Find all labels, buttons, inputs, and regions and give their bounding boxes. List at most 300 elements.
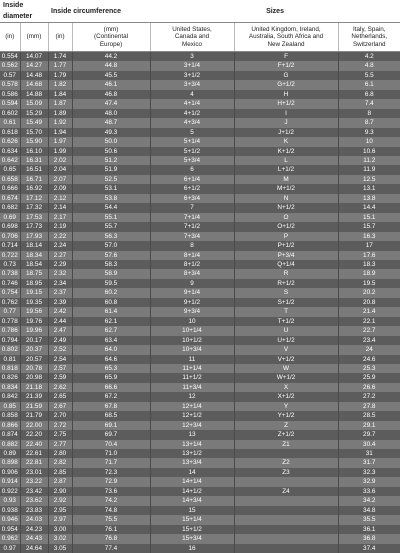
circumference-in-cell: 2.07	[48, 175, 72, 184]
us-size-cell: 9	[150, 279, 234, 288]
us-size-cell: 7+1/4	[150, 213, 234, 222]
us-size-cell: 10+1/2	[150, 336, 234, 345]
us-size-cell: 14+1/4	[150, 477, 234, 486]
circumference-mm-cell: 46.8	[72, 90, 150, 99]
us-size-cell: 8+1/4	[150, 251, 234, 260]
eu-size-cell: 7.4	[338, 99, 400, 108]
table-row	[0, 156, 400, 165]
uk-size-cell: T+1/2	[234, 317, 338, 326]
diameter-mm-cell: 21.59	[20, 402, 48, 411]
uk-size-cell: V+1/2	[234, 355, 338, 364]
circumference-mm-cell: 59.5	[72, 279, 150, 288]
eu-size-cell: 17.6	[338, 251, 400, 260]
circumference-mm-cell: 75.5	[72, 515, 150, 524]
circumference-mm-cell: 73.6	[72, 487, 150, 496]
circumference-mm-cell: 44.2	[72, 52, 150, 62]
circumference-mm-cell: 50.0	[72, 137, 150, 146]
diameter-in-cell: 0.554	[0, 52, 20, 62]
table-row	[0, 364, 400, 373]
uk-size-cell: J	[234, 118, 338, 127]
uk-size-cell: Y+1/2	[234, 411, 338, 420]
circumference-mm-cell: 67.2	[72, 392, 150, 401]
circumference-in-cell: 2.04	[48, 165, 72, 174]
circumference-in-cell: 1.84	[48, 90, 72, 99]
diameter-mm-cell: 16.71	[20, 175, 48, 184]
diameter-in-cell: 0.594	[0, 99, 20, 108]
us-size-cell: 13+3/4	[150, 458, 234, 467]
diameter-in-cell: 0.826	[0, 373, 20, 382]
table-row	[0, 269, 400, 278]
eu-size-cell: 8.7	[338, 118, 400, 127]
eu-size-cell: 22.7	[338, 326, 400, 335]
table-row	[0, 99, 400, 108]
table-row	[0, 392, 400, 401]
diameter-mm-cell: 20.17	[20, 336, 48, 345]
diameter-in-cell: 0.77	[0, 307, 20, 316]
uk-size-cell: S+1/2	[234, 298, 338, 307]
circumference-mm-cell: 49.3	[72, 128, 150, 137]
diameter-in-cell: 0.818	[0, 364, 20, 373]
us-size-cell: 5	[150, 128, 234, 137]
eu-size-cell: 27.8	[338, 402, 400, 411]
diameter-in-cell: 0.698	[0, 222, 20, 231]
diameter-mm-cell: 20.37	[20, 345, 48, 354]
circumference-in-cell: 2.44	[48, 317, 72, 326]
us-size-cell: 12	[150, 392, 234, 401]
us-size-cell: 8+1/2	[150, 260, 234, 269]
circumference-mm-cell: 64.0	[72, 345, 150, 354]
circumference-in-cell: 2.95	[48, 506, 72, 515]
diameter-in-cell: 0.93	[0, 496, 20, 505]
eu-size-cell: 27.2	[338, 392, 400, 401]
us-size-cell: 4	[150, 90, 234, 99]
uk-size-cell: Z+1/2	[234, 430, 338, 439]
uk-size-header: United Kingdom, Ireland, Australia, South Africa and New Zealand	[234, 23, 338, 52]
us-size-cell: 13+1/2	[150, 449, 234, 458]
uk-size-cell: G	[234, 71, 338, 80]
table-row	[0, 515, 400, 524]
diameter-in-cell: 0.73	[0, 260, 20, 269]
eu-size-cell: 14.4	[338, 203, 400, 212]
circumference-in-cell: 2.02	[48, 156, 72, 165]
circumference-mm-cell: 52.5	[72, 175, 150, 184]
eu-size-cell: 29.1	[338, 421, 400, 430]
eu-size-cell: 34.8	[338, 506, 400, 515]
diameter-mm-cell: 23.42	[20, 487, 48, 496]
diameter-mm-cell: 21.39	[20, 392, 48, 401]
table-row	[0, 487, 400, 496]
eu-size-cell: 35.5	[338, 515, 400, 524]
diameter-in-cell: 0.898	[0, 458, 20, 467]
eu-size-cell: 13.1	[338, 184, 400, 193]
us-size-cell: 11	[150, 355, 234, 364]
circumference-mm-cell: 56.3	[72, 232, 150, 241]
diameter-in-cell: 0.586	[0, 90, 20, 99]
circumference-in-cell: 2.92	[48, 496, 72, 505]
eu-size-cell: 18.3	[338, 260, 400, 269]
uk-size-cell: X+1/2	[234, 392, 338, 401]
circumference-in-cell: 2.09	[48, 184, 72, 193]
circumference-in-cell: 2.42	[48, 307, 72, 316]
diameter-in-cell: 0.882	[0, 440, 20, 449]
diameter-in-cell: 0.562	[0, 61, 20, 70]
uk-size-cell: P+1/2	[234, 241, 338, 250]
eu-size-cell: 30.4	[338, 440, 400, 449]
uk-size-cell: O+1/2	[234, 222, 338, 231]
circumference-in-cell: 1.99	[48, 147, 72, 156]
uk-size-cell: P	[234, 232, 338, 241]
circumference-in-cell: 2.90	[48, 487, 72, 496]
uk-size-cell	[234, 477, 338, 486]
diameter-in-cell: 0.674	[0, 194, 20, 203]
diameter-mm-cell: 16.10	[20, 147, 48, 156]
uk-size-cell: L	[234, 156, 338, 165]
us-size-cell: 12+3/4	[150, 421, 234, 430]
diameter-in-cell: 0.722	[0, 251, 20, 260]
us-size-cell: 6+1/4	[150, 175, 234, 184]
us-size-cell: 7+1/2	[150, 222, 234, 231]
us-size-cell: 15+1/4	[150, 515, 234, 524]
table-row	[0, 506, 400, 515]
inside-diameter-header: Inside diameter	[0, 0, 48, 23]
us-size-cell: 14+3/4	[150, 496, 234, 505]
uk-size-cell: Z3	[234, 468, 338, 477]
circumference-mm-cell: 74.2	[72, 496, 150, 505]
circumference-in-cell: 2.19	[48, 222, 72, 231]
circumference-in-cell: 2.67	[48, 402, 72, 411]
diameter-mm-cell: 22.00	[20, 421, 48, 430]
circumference-mm-cell: 62.7	[72, 326, 150, 335]
diameter-in-cell: 0.946	[0, 515, 20, 524]
us-size-cell: 16	[150, 544, 234, 553]
diameter-in-cell: 0.874	[0, 430, 20, 439]
us-size-cell: 12+1/4	[150, 402, 234, 411]
circumference-in-cell: 2.14	[48, 203, 72, 212]
circumference-mm-cell: 46.1	[72, 80, 150, 89]
us-size-cell: 3+1/4	[150, 61, 234, 70]
us-size-cell: 9+1/4	[150, 288, 234, 297]
uk-size-cell	[234, 496, 338, 505]
group-header-row	[0, 0, 400, 23]
eu-size-cell: 13.8	[338, 194, 400, 203]
circumference-mm-cell: 58.9	[72, 269, 150, 278]
circumference-in-cell: 2.22	[48, 232, 72, 241]
circumference-mm-cell: 55.1	[72, 213, 150, 222]
diameter-mm-cell: 24.03	[20, 515, 48, 524]
diameter-in-cell: 0.914	[0, 477, 20, 486]
circumference-mm-cell: 69.7	[72, 430, 150, 439]
circumference-mm-cell: 57.0	[72, 241, 150, 250]
diameter-mm-header: (mm)	[20, 23, 48, 52]
eu-size-cell: 4.8	[338, 61, 400, 70]
eu-size-cell: 5.5	[338, 71, 400, 80]
diameter-in-header: (in)	[0, 23, 20, 52]
circumference-mm-cell: 48.7	[72, 118, 150, 127]
us-size-cell: 4+1/2	[150, 109, 234, 118]
eu-size-cell: 10	[338, 137, 400, 146]
eu-size-cell: 23.4	[338, 336, 400, 345]
circumference-in-cell: 2.54	[48, 355, 72, 364]
uk-size-cell	[234, 506, 338, 515]
circumference-mm-cell: 60.2	[72, 288, 150, 297]
uk-size-cell: M+1/2	[234, 184, 338, 193]
uk-size-cell: W+1/2	[234, 373, 338, 382]
circumference-mm-cell: 60.8	[72, 298, 150, 307]
circumference-in-cell: 3.02	[48, 534, 72, 543]
table-row	[0, 298, 400, 307]
diameter-in-cell: 0.634	[0, 147, 20, 156]
us-size-cell: 7	[150, 203, 234, 212]
diameter-in-cell: 0.778	[0, 317, 20, 326]
diameter-mm-cell: 17.93	[20, 232, 48, 241]
table-row	[0, 213, 400, 222]
circumference-mm-cell: 45.5	[72, 71, 150, 80]
table-row	[0, 544, 400, 553]
circumference-mm-cell: 57.6	[72, 251, 150, 260]
uk-size-cell: U	[234, 326, 338, 335]
circumference-in-cell: 2.47	[48, 326, 72, 335]
diameter-in-cell: 0.89	[0, 449, 20, 458]
eu-size-cell: 36.8	[338, 534, 400, 543]
table-row	[0, 222, 400, 231]
table-row	[0, 307, 400, 316]
table-row	[0, 383, 400, 392]
us-size-cell: 8	[150, 241, 234, 250]
circumference-in-cell: 2.39	[48, 298, 72, 307]
table-row	[0, 440, 400, 449]
eu-size-cell: 29.7	[338, 430, 400, 439]
circumference-mm-cell: 76.1	[72, 525, 150, 534]
table-row	[0, 147, 400, 156]
us-size-cell: 6+3/4	[150, 194, 234, 203]
table-row	[0, 317, 400, 326]
uk-size-cell	[234, 525, 338, 534]
table-row	[0, 345, 400, 354]
uk-size-cell: S	[234, 288, 338, 297]
diameter-in-cell: 0.81	[0, 355, 20, 364]
eu-size-cell: 15.1	[338, 213, 400, 222]
circumference-in-header: (in)	[48, 23, 72, 52]
table-body	[0, 52, 400, 553]
diameter-mm-cell: 23.01	[20, 468, 48, 477]
circumference-in-cell: 2.29	[48, 260, 72, 269]
diameter-in-cell: 0.906	[0, 468, 20, 477]
uk-size-cell: M	[234, 175, 338, 184]
eu-size-cell: 31	[338, 449, 400, 458]
diameter-mm-cell: 15.29	[20, 109, 48, 118]
diameter-mm-cell: 18.14	[20, 241, 48, 250]
table-row	[0, 118, 400, 127]
diameter-mm-cell: 17.12	[20, 194, 48, 203]
circumference-in-cell: 3.05	[48, 544, 72, 553]
us-size-cell: 10+1/4	[150, 326, 234, 335]
table-row	[0, 128, 400, 137]
eu-size-cell: 9.3	[338, 128, 400, 137]
circumference-mm-cell: 69.1	[72, 421, 150, 430]
uk-size-cell: F+1/2	[234, 61, 338, 70]
uk-size-cell: O	[234, 213, 338, 222]
uk-size-cell: N	[234, 194, 338, 203]
circumference-mm-cell: 47.4	[72, 99, 150, 108]
circumference-mm-cell: 64.6	[72, 355, 150, 364]
diameter-in-cell: 0.842	[0, 392, 20, 401]
us-size-cell: 3	[150, 52, 234, 62]
eu-size-cell: 33.6	[338, 487, 400, 496]
circumference-mm-cell: 44.8	[72, 61, 150, 70]
circumference-mm-cell: 71.0	[72, 449, 150, 458]
diameter-in-cell: 0.866	[0, 421, 20, 430]
eu-size-cell: 36.1	[338, 525, 400, 534]
us-size-cell: 7+3/4	[150, 232, 234, 241]
us-size-cell: 11+1/4	[150, 364, 234, 373]
eu-size-cell: 37.4	[338, 544, 400, 553]
diameter-mm-cell: 15.09	[20, 99, 48, 108]
table-row	[0, 477, 400, 486]
circumference-in-cell: 2.17	[48, 213, 72, 222]
table-row	[0, 496, 400, 505]
diameter-mm-cell: 17.73	[20, 222, 48, 231]
table-row	[0, 71, 400, 80]
us-size-cell: 13	[150, 430, 234, 439]
eu-size-cell: 10.6	[338, 147, 400, 156]
circumference-in-cell: 1.89	[48, 109, 72, 118]
diameter-mm-cell: 24.23	[20, 525, 48, 534]
inside-circumference-header: Inside circumference	[48, 0, 150, 23]
circumference-in-cell: 1.87	[48, 99, 72, 108]
eu-size-cell: 32.3	[338, 468, 400, 477]
circumference-in-cell: 1.74	[48, 52, 72, 62]
us-size-cell: 11+1/2	[150, 373, 234, 382]
circumference-mm-cell: 77.4	[72, 544, 150, 553]
eu-size-cell: 22.1	[338, 317, 400, 326]
eu-size-cell: 32.9	[338, 477, 400, 486]
uk-size-cell: V	[234, 345, 338, 354]
diameter-mm-cell: 22.20	[20, 430, 48, 439]
diameter-mm-cell: 17.53	[20, 213, 48, 222]
circumference-mm-cell: 67.8	[72, 402, 150, 411]
diameter-mm-cell: 20.78	[20, 364, 48, 373]
eu-size-cell: 34.2	[338, 496, 400, 505]
table-row	[0, 61, 400, 70]
table-row	[0, 373, 400, 382]
circumference-in-cell: 1.79	[48, 71, 72, 80]
table-row	[0, 184, 400, 193]
diameter-mm-cell: 22.81	[20, 458, 48, 467]
diameter-mm-cell: 22.40	[20, 440, 48, 449]
circumference-in-cell: 1.77	[48, 61, 72, 70]
eu-size-cell: 11.2	[338, 156, 400, 165]
table-row	[0, 80, 400, 89]
diameter-mm-cell: 21.18	[20, 383, 48, 392]
diameter-mm-cell: 16.31	[20, 156, 48, 165]
circumference-mm-cell: 48.0	[72, 109, 150, 118]
uk-size-cell: W	[234, 364, 338, 373]
us-size-cell: 5+3/4	[150, 156, 234, 165]
us-size-cell: 14	[150, 468, 234, 477]
diameter-mm-cell: 22.61	[20, 449, 48, 458]
circumference-mm-cell: 71.7	[72, 458, 150, 467]
eu-size-cell: 20.8	[338, 298, 400, 307]
circumference-mm-cell: 58.3	[72, 260, 150, 269]
uk-size-cell	[234, 515, 338, 524]
eu-size-cell: 16.3	[338, 232, 400, 241]
diameter-in-cell: 0.834	[0, 383, 20, 392]
diameter-mm-cell: 19.35	[20, 298, 48, 307]
eu-size-cell: 18.9	[338, 269, 400, 278]
circumference-in-cell: 2.34	[48, 279, 72, 288]
uk-size-cell: Q+1/4	[234, 260, 338, 269]
diameter-mm-cell: 19.76	[20, 317, 48, 326]
table-header	[0, 0, 400, 52]
diameter-in-cell: 0.754	[0, 288, 20, 297]
eu-size-cell: 8	[338, 109, 400, 118]
circumference-in-cell: 1.97	[48, 137, 72, 146]
eu-size-header: Italy, Spain, Netherlands, Switzerland	[338, 23, 400, 52]
diameter-in-cell: 0.738	[0, 269, 20, 278]
diameter-in-cell: 0.786	[0, 326, 20, 335]
eu-size-cell: 25.3	[338, 364, 400, 373]
uk-size-cell: F	[234, 52, 338, 62]
diameter-mm-cell: 14.27	[20, 61, 48, 70]
diameter-in-cell: 0.802	[0, 345, 20, 354]
uk-size-cell: I	[234, 109, 338, 118]
eu-size-cell: 6.8	[338, 90, 400, 99]
circumference-in-cell: 2.85	[48, 468, 72, 477]
table-row	[0, 468, 400, 477]
circumference-mm-cell: 70.4	[72, 440, 150, 449]
us-size-cell: 10+3/4	[150, 345, 234, 354]
circumference-mm-cell: 61.4	[72, 307, 150, 316]
diameter-mm-cell: 15.49	[20, 118, 48, 127]
uk-size-cell: H+1/2	[234, 99, 338, 108]
diameter-in-cell: 0.938	[0, 506, 20, 515]
circumference-in-cell: 2.57	[48, 364, 72, 373]
eu-size-cell: 21.4	[338, 307, 400, 316]
table-row	[0, 421, 400, 430]
uk-size-cell: P+3/4	[234, 251, 338, 260]
diameter-mm-cell: 14.88	[20, 90, 48, 99]
uk-size-cell: Z	[234, 421, 338, 430]
table-row	[0, 203, 400, 212]
uk-size-cell: H	[234, 90, 338, 99]
diameter-in-cell: 0.658	[0, 175, 20, 184]
us-size-cell: 15	[150, 506, 234, 515]
us-size-cell: 3+1/2	[150, 71, 234, 80]
table-row	[0, 251, 400, 260]
circumference-in-cell: 2.97	[48, 515, 72, 524]
table-row	[0, 175, 400, 184]
us-size-cell: 10	[150, 317, 234, 326]
circumference-in-cell: 2.62	[48, 383, 72, 392]
diameter-in-cell: 0.858	[0, 411, 20, 420]
circumference-mm-cell: 65.3	[72, 364, 150, 373]
diameter-in-cell: 0.762	[0, 298, 20, 307]
us-size-cell: 13+1/4	[150, 440, 234, 449]
circumference-mm-cell: 54.4	[72, 203, 150, 212]
table-row	[0, 326, 400, 335]
eu-size-cell: 26.6	[338, 383, 400, 392]
uk-size-cell: K	[234, 137, 338, 146]
us-size-cell: 4+3/4	[150, 118, 234, 127]
table-row	[0, 260, 400, 269]
circumference-in-cell: 2.27	[48, 251, 72, 260]
diameter-mm-cell: 21.79	[20, 411, 48, 420]
circumference-mm-cell: 72.3	[72, 468, 150, 477]
diameter-in-cell: 0.69	[0, 213, 20, 222]
circumference-in-cell: 2.32	[48, 269, 72, 278]
circumference-mm-cell: 53.8	[72, 194, 150, 203]
table-row	[0, 90, 400, 99]
